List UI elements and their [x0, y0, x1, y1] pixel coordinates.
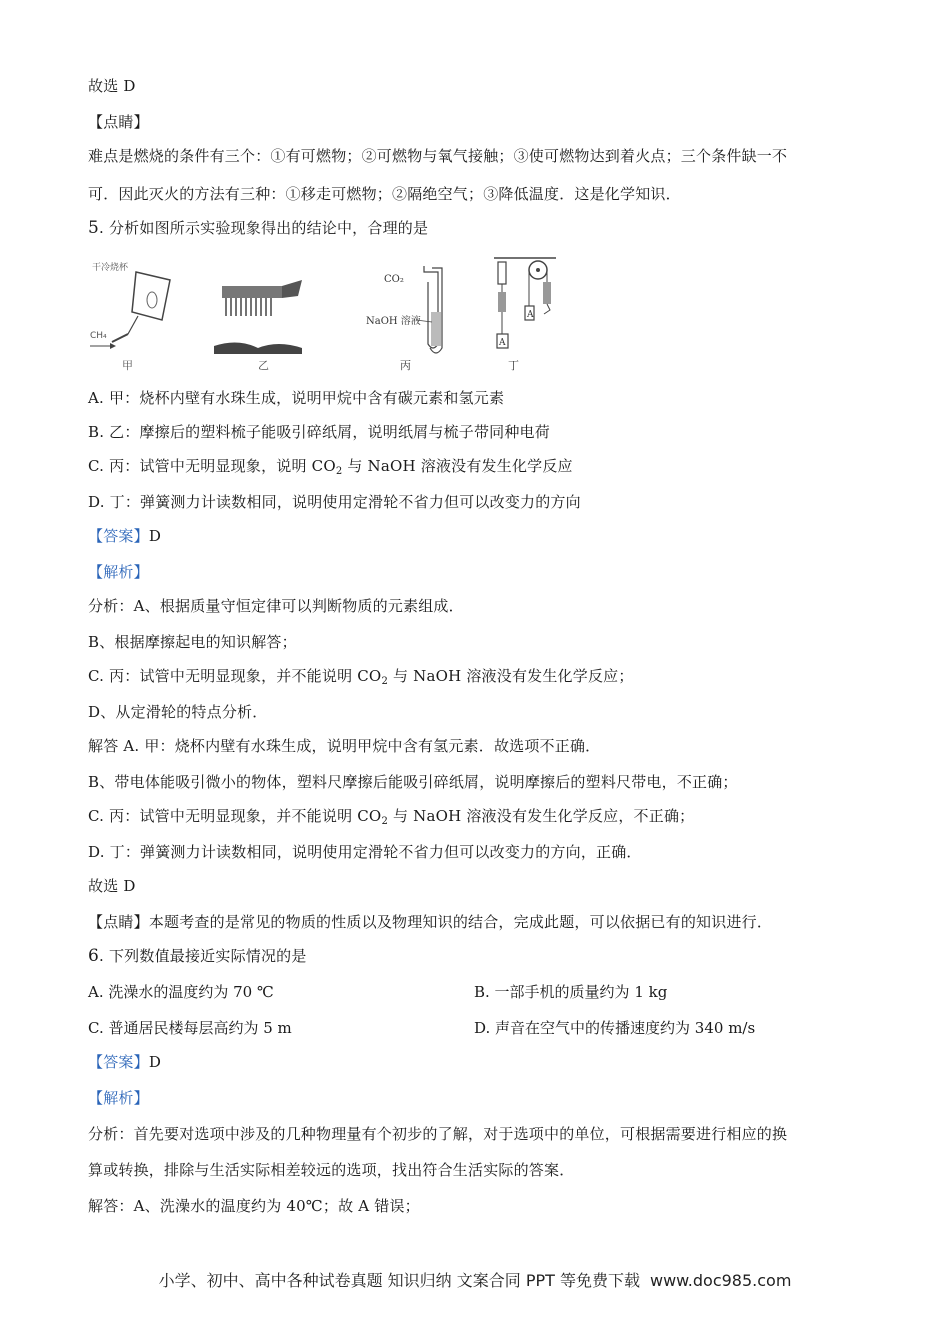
label-ding: 丁: [508, 359, 519, 372]
question-text: . 下列数值最接近实际情况的是: [99, 947, 307, 965]
label-weight-a2: A: [527, 310, 534, 320]
answer-line: [88, 1052, 161, 1072]
dianjing-heading: 【点睛】: [88, 113, 149, 131]
option-c: C. 普通居民楼每层高约为 5 m: [88, 1019, 292, 1037]
analysis-line: 解答 A. 甲：烧杯内壁有水珠生成，说明甲烷中含有氢元素．故选项不正确．: [88, 737, 601, 755]
option-b: B. 一部手机的质量约为 1 kg: [474, 983, 668, 1001]
label-naoh: NaOH 溶液: [366, 316, 421, 327]
analysis-tag: 【解析】: [88, 1089, 149, 1107]
answer-line: [88, 526, 161, 546]
footer: [0, 1268, 950, 1291]
label-weight-a1: A: [499, 338, 506, 348]
analysis-line: B、带电体能吸引微小的物体，塑料尺摩擦后能吸引碎纸屑，说明摩擦后的塑料尺带电，不正确；: [88, 773, 738, 791]
answer-tag: 【答案】: [88, 527, 149, 545]
analysis-line: B、根据摩擦起电的知识解答；: [88, 633, 297, 651]
subscript: 2: [381, 676, 388, 687]
option-c-text: 与 NaOH 溶液没有发生化学反应: [342, 457, 573, 475]
answer-value: D: [148, 527, 162, 545]
subscript: 2: [381, 816, 388, 827]
analysis-tag: 【解析】: [88, 563, 149, 581]
question-text: . 分析如图所示实验现象得出的结论中，合理的是: [99, 219, 429, 237]
analysis-text: C. 丙：试管中无明显现象，并不能说明 CO: [88, 807, 382, 825]
paragraph-line: 可．因此灭火的方法有三种：①移走可燃物；②隔绝空气；③降低温度．这是化学知识．: [88, 185, 681, 203]
dianjing-tag: 【点睛】: [88, 913, 149, 931]
analysis-text: C. 丙：试管中无明显现象，并不能说明 CO: [88, 667, 382, 685]
label-yi: 乙: [258, 359, 269, 372]
question-5-stem: [88, 218, 428, 238]
label-jia: 甲: [122, 359, 133, 372]
footer-link[interactable]: www.doc985.com: [650, 1271, 792, 1290]
answer-tag: 【答案】: [88, 1053, 149, 1071]
paragraph-line: 难点是燃烧的条件有三个：①有可燃物；②可燃物与氧气接触；③使可燃物达到着火点；三个条件缺一不: [88, 147, 788, 165]
option-a: A. 甲：烧杯内壁有水珠生成，说明甲烷中含有碳元素和氢元素: [88, 389, 505, 407]
conclusion-line: 故选 D: [88, 877, 136, 895]
option-c: [88, 456, 573, 476]
experiment-figure: [88, 252, 572, 376]
question-number: 5: [88, 218, 100, 238]
analysis-line: 算或转换，排除与生活实际相差较远的选项，找出符合生活实际的答案．: [88, 1161, 575, 1179]
option-b: B. 乙：摩擦后的塑料梳子能吸引碎纸屑，说明纸屑与梳子带同种电荷: [88, 423, 550, 441]
label-co2: CO₂: [384, 274, 404, 285]
option-d: D. 丁：弹簧测力计读数相同，说明使用定滑轮不省力但可以改变力的方向: [88, 493, 581, 511]
label-beaker: 干冷烧杯: [92, 263, 129, 273]
option-a: A. 洗澡水的温度约为 70 ℃: [88, 983, 274, 1001]
dianjing-line: [88, 912, 772, 932]
footer-text: 小学、初中、高中各种试卷真题 知识归纳 文案合同 PPT 等免费下载: [158, 1271, 640, 1290]
analysis-line: D. 丁：弹簧测力计读数相同，说明使用定滑轮不省力但可以改变力的方向，正确．: [88, 843, 642, 861]
analysis-line: [88, 666, 634, 686]
analysis-line: [88, 806, 694, 826]
question-number: 6: [88, 946, 100, 966]
label-bing: 丙: [400, 359, 411, 372]
dianjing-text: 本题考查的是常见的物质的性质以及物理知识的结合，完成此题，可以依据已有的知识进行．: [148, 913, 773, 931]
analysis-line: 分析：首先要对选项中涉及的几种物理量有个初步的了解，对于选项中的单位，可根据需要进行相应的换: [88, 1125, 788, 1143]
answer-value: D: [148, 1053, 162, 1071]
analysis-line: 解答：A、洗澡水的温度约为 40℃；故 A 错误；: [88, 1197, 420, 1215]
analysis-text: 与 NaOH 溶液没有发生化学反应，不正确；: [388, 807, 695, 825]
option-d: D. 声音在空气中的传播速度约为 340 m/s: [474, 1019, 756, 1037]
question-6-stem: [88, 946, 307, 966]
analysis-line: D、从定滑轮的特点分析．: [88, 703, 268, 721]
conclusion-line: 故选 D: [88, 77, 136, 95]
subscript: 2: [335, 466, 343, 477]
label-ch4: CH₄: [90, 331, 107, 341]
option-c-text: C. 丙：试管中无明显现象，说明 CO: [88, 457, 336, 475]
analysis-line: 分析：A、根据质量守恒定律可以判断物质的元素组成．: [88, 597, 464, 615]
analysis-text: 与 NaOH 溶液没有发生化学反应；: [388, 667, 634, 685]
